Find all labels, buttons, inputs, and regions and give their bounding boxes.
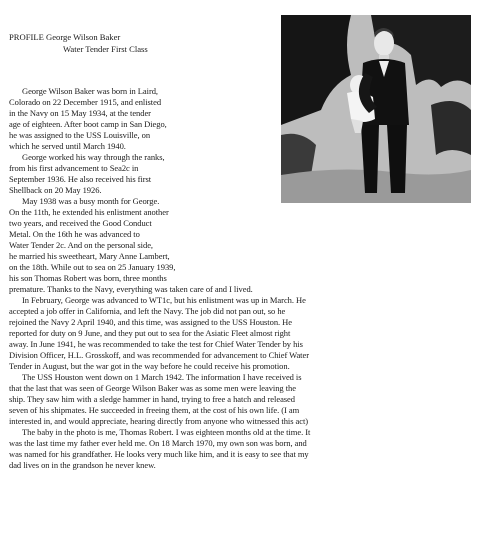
body-line: from his first advancement to Sea2c in <box>9 163 139 173</box>
photo-image <box>281 15 471 203</box>
body-line: The USS Houston went down on 1 March 1942. The information I have received is <box>22 372 302 382</box>
body-line: rejoined the Navy 2 April 1940, and this time, was assigned to the USS Houston. He <box>9 317 292 327</box>
body-line: May 1938 was a busy month for George. <box>22 196 160 206</box>
body-line: ship. They saw him with a sledge hammer in hand, trying to free a hatch and released <box>9 394 295 404</box>
body-line: which he served until March 1940. <box>9 141 126 151</box>
photo-sailor-holding-baby <box>281 15 471 203</box>
body-line: on the 18th. While out to sea on 25 January 1939, <box>9 262 176 272</box>
body-line: Colorado on 22 December 1915, and enlisted <box>9 97 162 107</box>
body-line: was the last time my father ever held me. On 18 March 1970, my own son was born, and <box>9 438 307 448</box>
body-line: age of eighteen. After boot camp in San Diego, <box>9 119 167 129</box>
body-line: seven of his shipmates. He succeeded in freeing them, at the cost of his own life. (I am <box>9 405 300 415</box>
body-line: premature. Thanks to the Navy, everything was taken care of and I lived. <box>9 284 253 294</box>
body-line: was named for his grandfather. He looks very much like him, and it is easy to see that my <box>9 449 309 459</box>
body-line: reported for duty on 9 June, and they put out to sea for the Asiatic Fleet almost right <box>9 328 291 338</box>
body-line: accepted a job offer in California, and left the Navy. The job did not pan out, so he <box>9 306 286 316</box>
rank-subheading: Water Tender First Class <box>63 44 148 54</box>
body-line: dad lives on in the grandson he never knew. <box>9 460 156 470</box>
body-line: Tender in August, but the war got in the way before he could receive his promotion. <box>9 361 290 371</box>
body-line: in the Navy on 15 May 1934, at the tender <box>9 108 151 118</box>
body-line: his son Thomas Robert was born, three months <box>9 273 167 283</box>
body-line: George worked his way through the ranks, <box>22 152 165 162</box>
body-line: he was assigned to the USS Louisville, on <box>9 130 151 140</box>
body-line: Shellback on 20 May 1926. <box>9 185 102 195</box>
body-line: Water Tender 2c. And on the personal side, <box>9 240 153 250</box>
body-line: interested in, and would appreciate, hearing directly from anyone who witnessed this act) <box>9 416 309 426</box>
body-line: In February, George was advanced to WT1c, but his enlistment was up in March. He <box>22 295 306 305</box>
body-line: he married his sweetheart, Mary Anne Lambert, <box>9 251 170 261</box>
body-line: Division Officer, H.L. Grosskoff, and was recommended for advancement to Chief Water <box>9 350 309 360</box>
body-line: two years, and received the Good Conduct <box>9 218 152 228</box>
body-line: September 1936. He also received his first <box>9 174 152 184</box>
body-line: Metal. On the 16th he was advanced to <box>9 229 140 239</box>
profile-heading: PROFILE George Wilson Baker <box>9 32 121 42</box>
body-line: away. In June 1941, he was recommended to take the test for Chief Water Tender by his <box>9 339 303 349</box>
body-line: George Wilson Baker was born in Laird, <box>22 86 159 96</box>
body-line: that the last that was seen of George Wilson Baker was as some men were leaving the <box>9 383 296 393</box>
body-line: On the 11th, he extended his enlistment another <box>9 207 169 217</box>
body-line: The baby in the photo is me, Thomas Robert. I was eighteen months old at the time. It <box>22 427 311 437</box>
